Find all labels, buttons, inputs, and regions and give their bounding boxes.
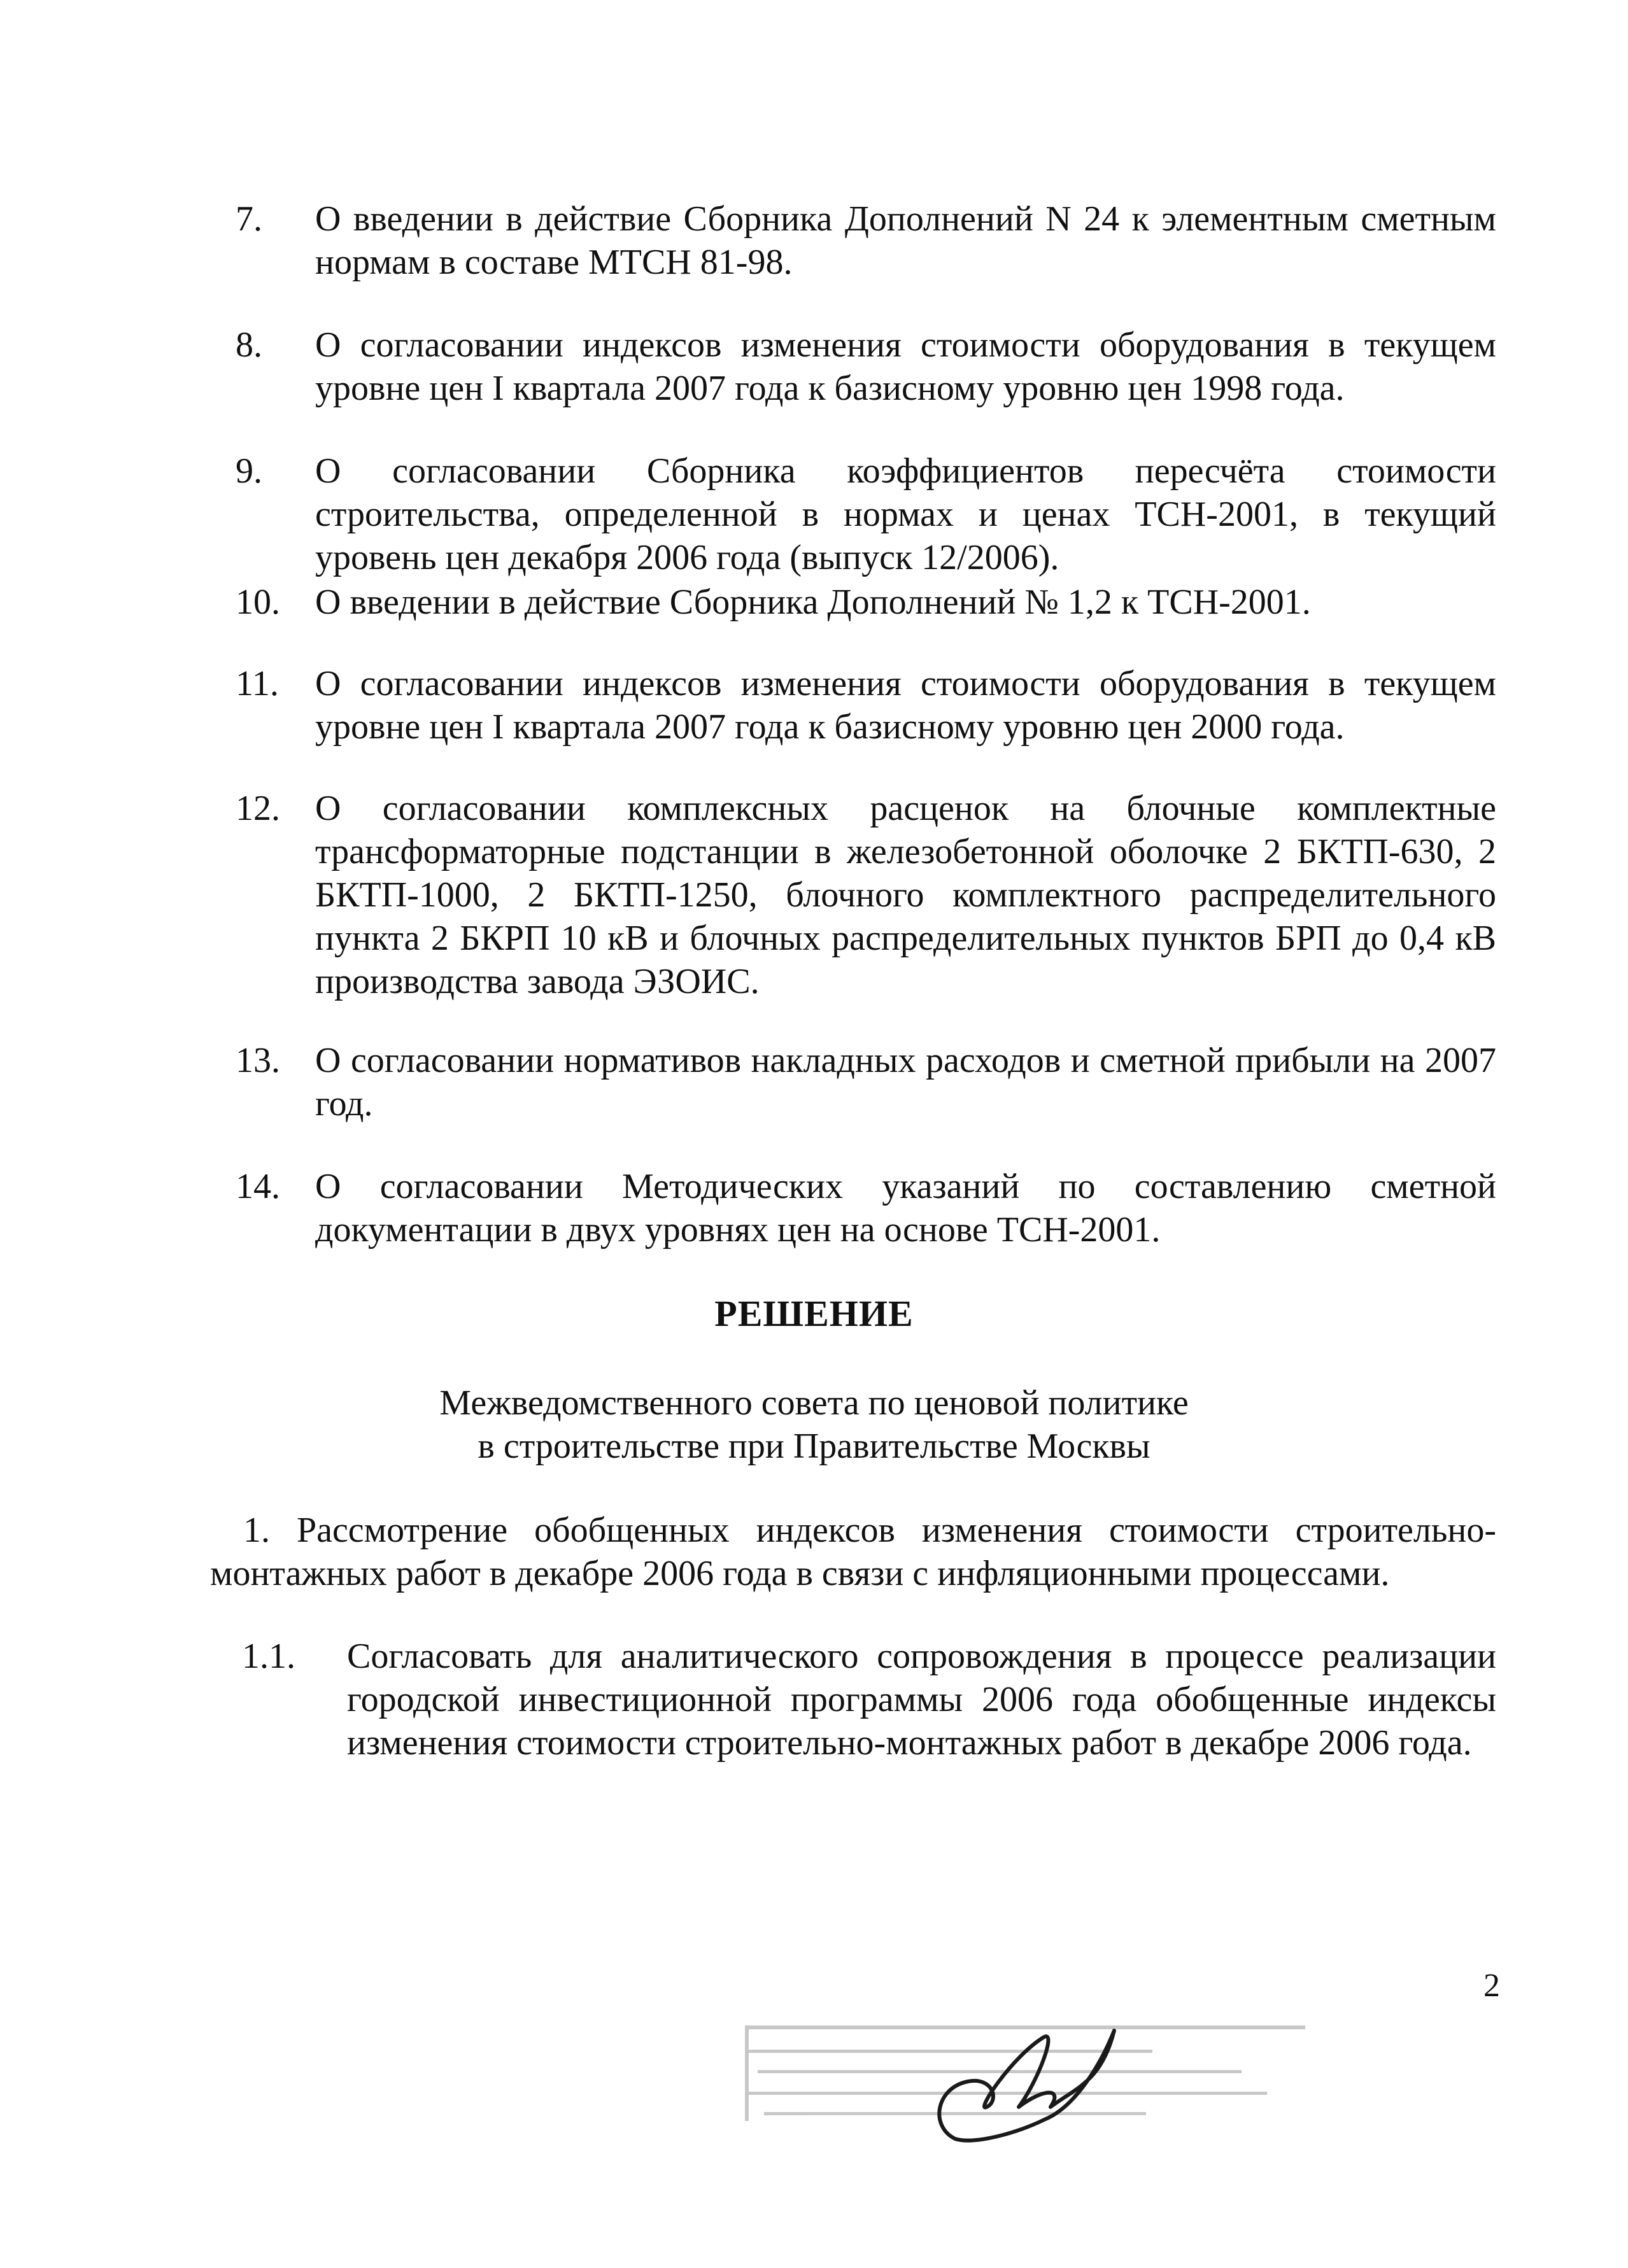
page-number: 2 (1483, 1968, 1500, 2004)
list-text: О согласовании нормативов накладных расходов и сметной прибыли на 2007 год. (315, 1041, 1496, 1123)
signature-icon (939, 2031, 1114, 2141)
list-number: 13. (236, 1041, 280, 1080)
list-text: О согласовании Сборника коэффициентов пересчёта стоимости строительства, определенной в нормах и ценах ТСН-2001, в текущий уровень цен декабря 2006 года (выпуск 12/2006). (315, 451, 1496, 577)
list-number: 12. (236, 789, 280, 828)
decision-subheading-line2: в строительстве при Правительстве Москвы (478, 1426, 1150, 1466)
list-text: О введении в действие Сборника Дополнений № 1,2 к ТСН-2001. (315, 582, 1311, 622)
subsection-number: 1.1. (242, 1637, 295, 1676)
list-text: О согласовании комплексных расценок на блочные комплектные трансформаторные подстанции в железобетонной оболочке 2 БКТП-630, 2 БКТП-1000, 2 БКТП-1250, блочного комплектного распределительного пункта 2 БКРП 10 кВ и блочных распределительных пунктов БРП до 0,4 кВ производства завода ЭЗОИС. (315, 789, 1496, 1001)
decision-heading: РЕШЕНИЕ (714, 1293, 914, 1334)
list-text: О согласовании индексов изменения стоимости оборудования в текущем уровне цен I квартала 2007 года к базисному уровню цен 1998 года. (315, 325, 1496, 408)
list-number: 14. (236, 1167, 280, 1206)
section-1-paragraph: 1. Рассмотрение обобщенных индексов изменения стоимости строительно-монтажных работ в декабре 2006 года в связи с инфляционными процессами. (210, 1511, 1496, 1593)
stamp-and-signature (745, 2011, 1305, 2152)
list-number: 8. (236, 325, 262, 365)
list-number: 11. (236, 664, 279, 703)
list-number: 10. (236, 582, 280, 622)
list-number: 9. (236, 451, 262, 491)
list-text: О введении в действие Сборника Дополнений N 24 к элементным сметным нормам в составе МТСН 81-98. (315, 199, 1496, 282)
list-number: 7. (236, 199, 262, 239)
list-text: О согласовании индексов изменения стоимости оборудования в текущем уровне цен I квартала 2007 года к базисному уровню цен 2000 года. (315, 664, 1496, 747)
list-text: О согласовании Методических указаний по составлению сметной документации в двух уровнях цен на основе ТСН-2001. (315, 1167, 1496, 1250)
decision-subheading-line1: Межведомственного совета по ценовой политике (439, 1383, 1189, 1423)
subsection-text: Согласовать для аналитического сопровождения в процессе реализации городской инвестиционной программы 2006 года обобщенные индексы изменения стоимости строительно-монтажных работ в декабре 2006 года. (347, 1637, 1496, 1763)
